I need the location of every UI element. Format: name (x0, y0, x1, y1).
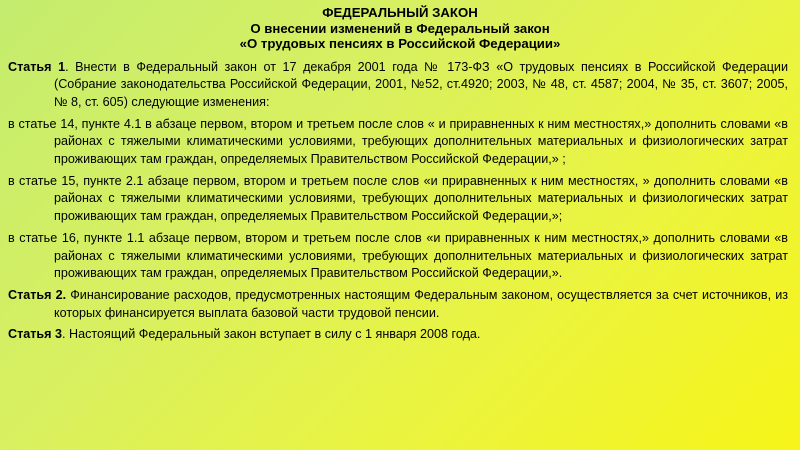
article-2 (8, 287, 788, 322)
document-body (0, 59, 800, 345)
law-name: «О трудовых пенсиях в Российской Федерации» (239, 36, 561, 51)
amendment-article-15: в статье 15, пункте 2.1 абзаце первом, втором и третьем после слов «и приравненных к ним местностях, » дополнить словами «в районах с тяжелыми климатическими условиями, требующих дополнительных материальных и физиологических затрат проживающих там граждан, определяемых Правительством Российской Федерации,»; (8, 173, 788, 224)
law-type-title: ФЕДЕРАЛЬНЫЙ ЗАКОН (322, 5, 478, 20)
document-header (0, 0, 800, 52)
article-2-label: Статья 2. (8, 287, 67, 302)
article-3-text: . Настоящий Федеральный закон вступает в силу с 1 января 2008 года. (62, 327, 481, 342)
article-1 (8, 59, 788, 112)
article-2-text: Финансирование расходов, предусмотренных настоящим Федеральным законом, осуществляется за счет источников, из которых финансируется выплата базовой части трудовой пенсии. (54, 287, 789, 320)
article-1-text: . Внести в Федеральный закон от 17 декабря 2001 года № 173-ФЗ «О трудовых пенсиях в Российской Федерации (Собрание законодательства Российской Федерации, 2001, №52, ст.4920; 2003, № 48, ст. 4587; 2004, № 35, ст. 3607; 2005, № 8, ст. 605) следующие изменения: (54, 59, 788, 109)
law-subtitle: О внесении изменений в Федеральный закон (250, 20, 550, 36)
amendment-article-14: в статье 14, пункте 4.1 в абзаце первом, втором и третьем после слов « и приравненных к ним местностях,» дополнить словами «в районах с тяжелыми климатическими условиями, требующих дополнительных материальных и физиологических затрат проживающих там граждан, определяемых Правительством Российской Федерации,» ; (8, 116, 788, 167)
article-1-label: Статья 1 (8, 59, 66, 74)
amendment-article-16: в статье 16, пункте 1.1 абзаце первом, втором и третьем после слов «и приравненных к ним местностях,» дополнить словами «в районах с тяжелыми климатическими условиями, требующих дополнительных материальных и физиологических затрат проживающих там граждан, определяемых Правительством Российской Федерации,». (8, 230, 788, 281)
article-3-label: Статья 3 (8, 327, 63, 342)
article-3 (8, 326, 788, 344)
